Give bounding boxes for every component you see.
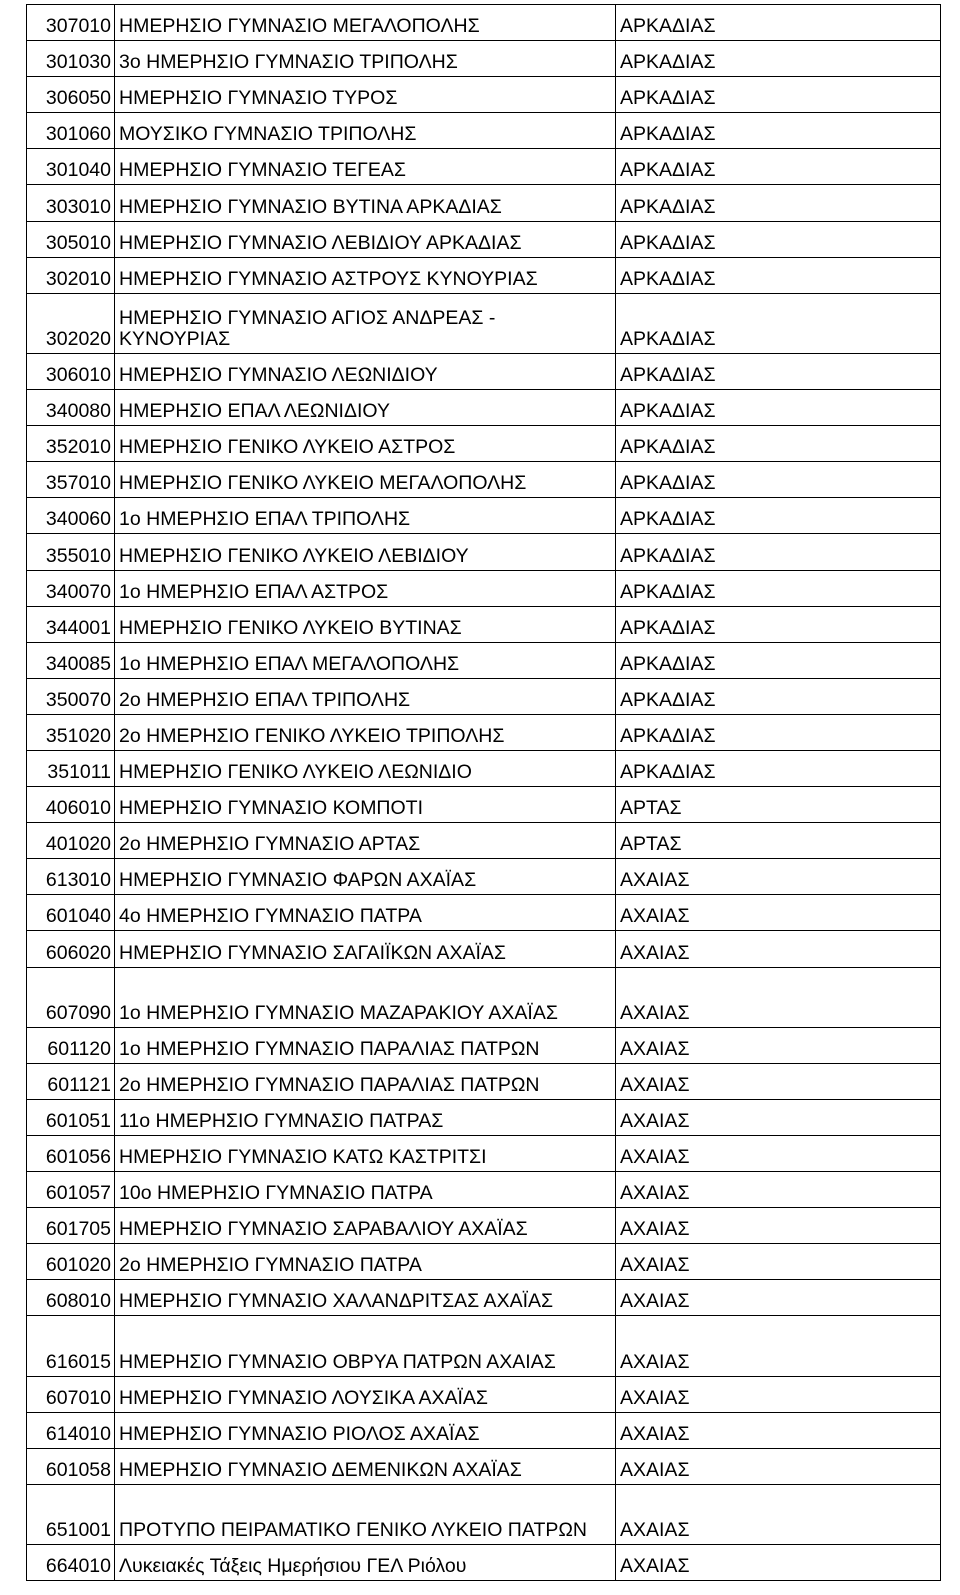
school-code: 340060: [27, 498, 115, 534]
school-code: 302010: [27, 257, 115, 293]
school-code: 401020: [27, 823, 115, 859]
school-name: ΗΜΕΡΗΣΙΟ ΓΕΝΙΚΟ ΛΥΚΕΙΟ ΒΥΤΙΝΑΣ: [115, 606, 616, 642]
school-code: 352010: [27, 426, 115, 462]
school-name: 2ο ΗΜΕΡΗΣΙΟ ΓΕΝΙΚΟ ΛΥΚΕΙΟ ΤΡΙΠΟΛΗΣ: [115, 714, 616, 750]
prefecture: ΑΧΑΙΑΣ: [616, 1063, 941, 1099]
table-row: [27, 185, 941, 221]
table-row: [27, 678, 941, 714]
school-name: 10ο ΗΜΕΡΗΣΙΟ ΓΥΜΝΑΣΙΟ ΠΑΤΡΑ: [115, 1172, 616, 1208]
table-row: [27, 1545, 941, 1581]
prefecture: ΑΡΚΑΔΙΑΣ: [616, 149, 941, 185]
school-code: 601705: [27, 1208, 115, 1244]
prefecture: ΑΡΚΑΔΙΑΣ: [616, 678, 941, 714]
school-name: Λυκειακές Τάξεις Ημερήσιου ΓΕΛ Ριόλου: [115, 1545, 616, 1581]
prefecture: ΑΧΑΙΑΣ: [616, 931, 941, 967]
school-code: 302020: [27, 293, 115, 353]
table-row: [27, 113, 941, 149]
school-name: 11ο ΗΜΕΡΗΣΙΟ ΓΥΜΝΑΣΙΟ ΠΑΤΡΑΣ: [115, 1099, 616, 1135]
school-code: 601120: [27, 1027, 115, 1063]
table-row: [27, 787, 941, 823]
table-row: [27, 1208, 941, 1244]
schools-table: [26, 4, 941, 1581]
table-row: [27, 570, 941, 606]
prefecture: ΑΡΚΑΔΙΑΣ: [616, 41, 941, 77]
table-row: [27, 1376, 941, 1412]
school-name: ΗΜΕΡΗΣΙΟ ΓΥΜΝΑΣΙΟ ΑΓΙΟΣ ΑΝΔΡΕΑΣ - ΚΥΝΟΥΡΙΑΣ: [115, 293, 616, 353]
school-name: ΗΜΕΡΗΣΙΟ ΓΥΜΝΑΣΙΟ ΡΙΟΛΟΣ ΑΧΑΪΑΣ: [115, 1412, 616, 1448]
school-name: 1ο ΗΜΕΡΗΣΙΟ ΕΠΑΛ ΤΡΙΠΟΛΗΣ: [115, 498, 616, 534]
school-code: 406010: [27, 787, 115, 823]
school-name: ΗΜΕΡΗΣΙΟ ΓΥΜΝΑΣΙΟ ΦΑΡΩΝ ΑΧΑΪΑΣ: [115, 859, 616, 895]
school-code: 651001: [27, 1484, 115, 1544]
school-name: 1ο ΗΜΕΡΗΣΙΟ ΓΥΜΝΑΣΙΟ ΜΑΖΑΡΑΚΙΟΥ ΑΧΑΪΑΣ: [115, 967, 616, 1027]
table-row: [27, 1484, 941, 1544]
table-row: [27, 642, 941, 678]
school-name: ΗΜΕΡΗΣΙΟ ΓΕΝΙΚΟ ΛΥΚΕΙΟ ΛΕΒΙΔΙΟΥ: [115, 534, 616, 570]
prefecture: ΑΧΑΙΑΣ: [616, 1376, 941, 1412]
table-row: [27, 931, 941, 967]
school-code: 601058: [27, 1448, 115, 1484]
prefecture: ΑΧΑΙΑΣ: [616, 1208, 941, 1244]
school-code: 607010: [27, 1376, 115, 1412]
school-code: 340070: [27, 570, 115, 606]
table-row: [27, 1244, 941, 1280]
school-code: 355010: [27, 534, 115, 570]
prefecture: ΑΧΑΙΑΣ: [616, 895, 941, 931]
school-name: ΗΜΕΡΗΣΙΟ ΓΥΜΝΑΣΙΟ ΤΥΡΟΣ: [115, 77, 616, 113]
school-name: ΗΜΕΡΗΣΙΟ ΓΥΜΝΑΣΙΟ ΛΕΒΙΔΙΟΥ ΑΡΚΑΔΙΑΣ: [115, 221, 616, 257]
school-code: 601121: [27, 1063, 115, 1099]
school-code: 306010: [27, 353, 115, 389]
school-code: 303010: [27, 185, 115, 221]
school-name: ΗΜΕΡΗΣΙΟ ΓΥΜΝΑΣΙΟ ΤΕΓΕΑΣ: [115, 149, 616, 185]
prefecture: ΑΧΑΙΑΣ: [616, 1484, 941, 1544]
school-name: ΗΜΕΡΗΣΙΟ ΓΥΜΝΑΣΙΟ ΔΕΜΕΝΙΚΩΝ ΑΧΑΪΑΣ: [115, 1448, 616, 1484]
prefecture: ΑΡΚΑΔΙΑΣ: [616, 113, 941, 149]
prefecture: ΑΡΚΑΔΙΑΣ: [616, 714, 941, 750]
school-name: ΗΜΕΡΗΣΙΟ ΓΥΜΝΑΣΙΟ ΚΑΤΩ ΚΑΣΤΡΙΤΣΙ: [115, 1136, 616, 1172]
prefecture: ΑΡΚΑΔΙΑΣ: [616, 77, 941, 113]
prefecture: ΑΡΚΑΔΙΑΣ: [616, 257, 941, 293]
school-code: 607090: [27, 967, 115, 1027]
table-row: [27, 293, 941, 353]
table-row: [27, 1280, 941, 1316]
school-code: 351011: [27, 750, 115, 786]
school-code: 306050: [27, 77, 115, 113]
school-name: 2ο ΗΜΕΡΗΣΙΟ ΓΥΜΝΑΣΙΟ ΠΑΤΡΑ: [115, 1244, 616, 1280]
table-row: [27, 895, 941, 931]
prefecture: ΑΧΑΙΑΣ: [616, 1412, 941, 1448]
school-name: ΗΜΕΡΗΣΙΟ ΓΥΜΝΑΣΙΟ ΣΑΡΑΒΑΛΙΟΥ ΑΧΑΪΑΣ: [115, 1208, 616, 1244]
school-code: 601051: [27, 1099, 115, 1135]
prefecture: ΑΡΚΑΔΙΑΣ: [616, 426, 941, 462]
prefecture: ΑΧΑΙΑΣ: [616, 1280, 941, 1316]
school-code: 340085: [27, 642, 115, 678]
prefecture: ΑΡΚΑΔΙΑΣ: [616, 185, 941, 221]
prefecture: ΑΧΑΙΑΣ: [616, 1027, 941, 1063]
prefecture: ΑΡΚΑΔΙΑΣ: [616, 642, 941, 678]
table-row: [27, 823, 941, 859]
table-row: [27, 859, 941, 895]
school-name: ΗΜΕΡΗΣΙΟ ΓΥΜΝΑΣΙΟ ΚΟΜΠΟΤΙ: [115, 787, 616, 823]
table-row: [27, 1099, 941, 1135]
school-code: 613010: [27, 859, 115, 895]
school-name: ΜΟΥΣΙΚΟ ΓΥΜΝΑΣΙΟ ΤΡΙΠΟΛΗΣ: [115, 113, 616, 149]
prefecture: ΑΡΚΑΔΙΑΣ: [616, 353, 941, 389]
table-row: [27, 534, 941, 570]
school-code: 351020: [27, 714, 115, 750]
table-row: [27, 750, 941, 786]
table-row: [27, 606, 941, 642]
school-code: 664010: [27, 1545, 115, 1581]
prefecture: ΑΡΚΑΔΙΑΣ: [616, 534, 941, 570]
prefecture: ΑΧΑΙΑΣ: [616, 1244, 941, 1280]
school-name: 2ο ΗΜΕΡΗΣΙΟ ΓΥΜΝΑΣΙΟ ΠΑΡΑΛΙΑΣ ΠΑΤΡΩΝ: [115, 1063, 616, 1099]
prefecture: ΑΧΑΙΑΣ: [616, 1545, 941, 1581]
school-code: 357010: [27, 462, 115, 498]
table-row: [27, 390, 941, 426]
school-name: ΗΜΕΡΗΣΙΟ ΓΥΜΝΑΣΙΟ ΒΥΤΙΝΑ ΑΡΚΑΔΙΑΣ: [115, 185, 616, 221]
school-name: ΗΜΕΡΗΣΙΟ ΓΥΜΝΑΣΙΟ ΛΕΩΝΙΔΙΟΥ: [115, 353, 616, 389]
table-row: [27, 221, 941, 257]
table-row: [27, 1136, 941, 1172]
school-name: ΗΜΕΡΗΣΙΟ ΓΕΝΙΚΟ ΛΥΚΕΙΟ ΑΣΤΡΟΣ: [115, 426, 616, 462]
table-row: [27, 257, 941, 293]
school-code: 301040: [27, 149, 115, 185]
school-name: ΗΜΕΡΗΣΙΟ ΓΥΜΝΑΣΙΟ ΑΣΤΡΟΥΣ ΚΥΝΟΥΡΙΑΣ: [115, 257, 616, 293]
prefecture: ΑΡΚΑΔΙΑΣ: [616, 390, 941, 426]
school-name: ΠΡΟΤΥΠΟ ΠΕΙΡΑΜΑΤΙΚΟ ΓΕΝΙΚΟ ΛΥΚΕΙΟ ΠΑΤΡΩΝ: [115, 1484, 616, 1544]
school-code: 344001: [27, 606, 115, 642]
table-row: [27, 1027, 941, 1063]
table-row: [27, 1412, 941, 1448]
prefecture: ΑΧΑΙΑΣ: [616, 1448, 941, 1484]
prefecture: ΑΡΚΑΔΙΑΣ: [616, 498, 941, 534]
table-row: [27, 1448, 941, 1484]
table-row: [27, 426, 941, 462]
school-name: 1ο ΗΜΕΡΗΣΙΟ ΕΠΑΛ ΑΣΤΡΟΣ: [115, 570, 616, 606]
school-code: 606020: [27, 931, 115, 967]
school-name: ΗΜΕΡΗΣΙΟ ΓΕΝΙΚΟ ΛΥΚΕΙΟ ΛΕΩΝΙΔΙΟ: [115, 750, 616, 786]
prefecture: ΑΡΚΑΔΙΑΣ: [616, 606, 941, 642]
prefecture: ΑΡΤΑΣ: [616, 787, 941, 823]
school-code: 614010: [27, 1412, 115, 1448]
table-row: [27, 714, 941, 750]
school-name: ΗΜΕΡΗΣΙΟ ΓΥΜΝΑΣΙΟ ΣΑΓΑΙΪΚΩΝ ΑΧΑΪΑΣ: [115, 931, 616, 967]
school-code: 601057: [27, 1172, 115, 1208]
table-row: [27, 1063, 941, 1099]
prefecture: ΑΡΚΑΔΙΑΣ: [616, 293, 941, 353]
school-name: ΗΜΕΡΗΣΙΟ ΓΥΜΝΑΣΙΟ ΟΒΡΥΑ ΠΑΤΡΩΝ ΑΧΑΙΑΣ: [115, 1316, 616, 1376]
school-name: ΗΜΕΡΗΣΙΟ ΓΥΜΝΑΣΙΟ ΧΑΛΑΝΔΡΙΤΣΑΣ ΑΧΑΪΑΣ: [115, 1280, 616, 1316]
school-code: 601040: [27, 895, 115, 931]
school-code: 340080: [27, 390, 115, 426]
prefecture: ΑΧΑΙΑΣ: [616, 1099, 941, 1135]
school-name: ΗΜΕΡΗΣΙΟ ΓΥΜΝΑΣΙΟ ΛΟΥΣΙΚΑ ΑΧΑΪΑΣ: [115, 1376, 616, 1412]
table-row: [27, 1316, 941, 1376]
prefecture: ΑΧΑΙΑΣ: [616, 1136, 941, 1172]
table-row: [27, 353, 941, 389]
prefecture: ΑΧΑΙΑΣ: [616, 859, 941, 895]
table-row: [27, 41, 941, 77]
school-name: 2ο ΗΜΕΡΗΣΙΟ ΕΠΑΛ ΤΡΙΠΟΛΗΣ: [115, 678, 616, 714]
school-name: 4ο ΗΜΕΡΗΣΙΟ ΓΥΜΝΑΣΙΟ ΠΑΤΡΑ: [115, 895, 616, 931]
prefecture: ΑΡΚΑΔΙΑΣ: [616, 570, 941, 606]
school-name: 2ο ΗΜΕΡΗΣΙΟ ΓΥΜΝΑΣΙΟ ΑΡΤΑΣ: [115, 823, 616, 859]
school-code: 601020: [27, 1244, 115, 1280]
school-code: 608010: [27, 1280, 115, 1316]
school-code: 301060: [27, 113, 115, 149]
prefecture: ΑΧΑΙΑΣ: [616, 1316, 941, 1376]
school-name: ΗΜΕΡΗΣΙΟ ΓΥΜΝΑΣΙΟ ΜΕΓΑΛΟΠΟΛΗΣ: [115, 5, 616, 41]
table-row: [27, 498, 941, 534]
table-row: [27, 462, 941, 498]
school-name: 3ο ΗΜΕΡΗΣΙΟ ΓΥΜΝΑΣΙΟ ΤΡΙΠΟΛΗΣ: [115, 41, 616, 77]
school-name: ΗΜΕΡΗΣΙΟ ΓΕΝΙΚΟ ΛΥΚΕΙΟ ΜΕΓΑΛΟΠΟΛΗΣ: [115, 462, 616, 498]
prefecture: ΑΧΑΙΑΣ: [616, 1172, 941, 1208]
prefecture: ΑΡΚΑΔΙΑΣ: [616, 221, 941, 257]
school-name: 1ο ΗΜΕΡΗΣΙΟ ΓΥΜΝΑΣΙΟ ΠΑΡΑΛΙΑΣ ΠΑΤΡΩΝ: [115, 1027, 616, 1063]
table-row: [27, 1172, 941, 1208]
prefecture: ΑΡΚΑΔΙΑΣ: [616, 462, 941, 498]
school-code: 305010: [27, 221, 115, 257]
school-code: 301030: [27, 41, 115, 77]
table-row: [27, 149, 941, 185]
prefecture: ΑΡΚΑΔΙΑΣ: [616, 750, 941, 786]
prefecture: ΑΡΤΑΣ: [616, 823, 941, 859]
table-row: [27, 5, 941, 41]
table-row: [27, 77, 941, 113]
table-body: [27, 5, 941, 1581]
school-name: ΗΜΕΡΗΣΙΟ ΕΠΑΛ ΛΕΩΝΙΔΙΟΥ: [115, 390, 616, 426]
school-code: 350070: [27, 678, 115, 714]
school-name: 1ο ΗΜΕΡΗΣΙΟ ΕΠΑΛ ΜΕΓΑΛΟΠΟΛΗΣ: [115, 642, 616, 678]
school-code: 616015: [27, 1316, 115, 1376]
prefecture: ΑΧΑΙΑΣ: [616, 967, 941, 1027]
prefecture: ΑΡΚΑΔΙΑΣ: [616, 5, 941, 41]
school-code: 601056: [27, 1136, 115, 1172]
table-row: [27, 967, 941, 1027]
school-code: 307010: [27, 5, 115, 41]
